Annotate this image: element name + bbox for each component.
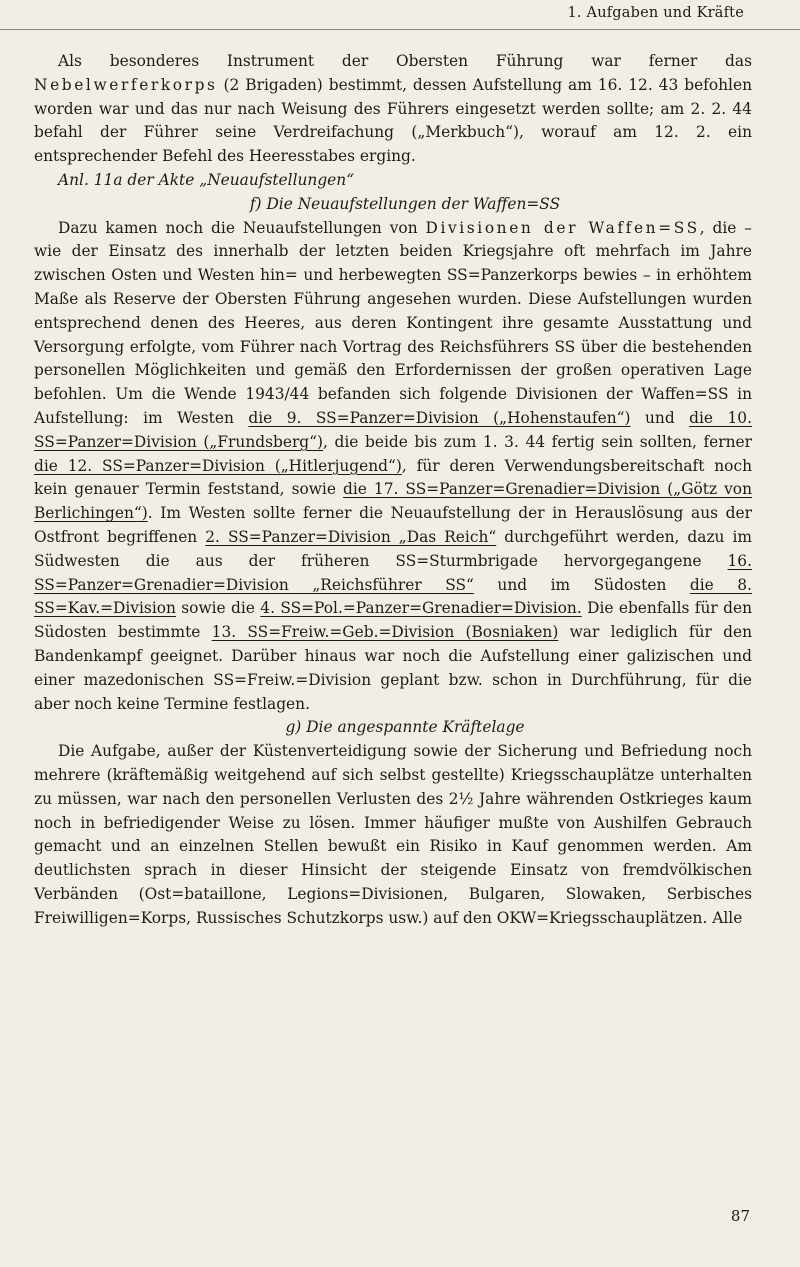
underlined-division-8: die 8. SS=Kav.=Division — [34, 575, 752, 618]
paragraph-nebelwerferkorps: Als besonderes Instrument der Obersten Führung war ferner das Nebelwerferkorps (2 Brigaden) bestimmt, dessen Aufstellung am 16. 12. 43 befohlen worden war und das nur nach Weisung des Führers eingesetzt werden sollte; am 2. 2. 44 befahl der Führer seine Verdreifachung („Merkbuch“), worauf am 12. 2. ein entsprechender Befehl des Heeresstabes erging. — [34, 52, 752, 166]
reference-note: Anl. 11a der Akte „Neuaufstellungen“ — [58, 170, 355, 189]
header-rule — [0, 29, 800, 30]
underlined-division-4: 4. SS=Pol.=Panzer=Grenadier=Division. — [260, 599, 582, 618]
underlined-division-13: 13. SS=Freiw.=Geb.=Division (Bosniaken) — [211, 623, 559, 642]
underlined-division-10: die 10. SS=Panzer=Division („Frundsberg“) — [34, 408, 752, 451]
underlined-division-17: die 17. SS=Panzer=Grenadier=Division („Götz von Berlichingen“) — [34, 480, 752, 523]
underlined-division-2: 2. SS=Panzer=Division „Das Reich“ — [205, 527, 497, 546]
running-header: 1. Aufgaben und Kräfte — [567, 5, 744, 21]
section-heading-g: g) Die angespannte Kräftelage — [285, 718, 525, 737]
underlined-division-12: die 12. SS=Panzer=Division („Hitlerjugend“) — [34, 456, 402, 475]
underlined-division-9: die 9. SS=Panzer=Division („Hohenstaufen“) — [248, 408, 631, 427]
section-heading-f: f) Die Neuaufstellungen der Waffen=SS — [249, 194, 561, 213]
spaced-term-divisionen: Divisionen der Waffen=SS — [425, 218, 700, 237]
paragraph-kraeftelage: Die Aufgabe, außer der Küstenverteidigung sowie der Sicherung und Befriedung noch mehrere (kräftemäßig weitgehend auf sich selbst gestellte) Kriegsschauplätze unterhalten zu müssen, war nach den personellen Verlusten des 2½ Jahre währenden Ostkrieges kaum noch in befriedigender Weise zu lösen. Immer häufiger mußte von Aushilfen Gebrauch gemacht und an einzelnen Stellen bewußt ein Risiko in Kauf genommen werden. Am deutlichsten sprach in dieser Hinsicht der steigende Einsatz von fremdvölkischen Verbänden (Ost=bataillone, Legions=Divisionen, Bulgaren, Slowaken, Serbisches Freiwilligen=Korps, Russisches Schutzkorps usw.) auf den OKW=Kriegsschauplätzen. Alle — [34, 742, 752, 927]
underlined-division-16: 16. SS=Panzer=Grenadier=Division „Reichsführer SS“ — [34, 551, 752, 594]
page-number: 87 — [730, 1207, 750, 1225]
page-body — [34, 50, 752, 930]
paragraph-waffen-ss: Dazu kamen noch die Neuaufstellungen von Divisionen der Waffen=SS, die – wie der Einsatz des innerhalb der letzten beiden Kriegsjahre oft mehrfach im Jahre zwischen Osten und Westen hin= und herbewegten SS=Panzerkorps bewies – in erhöhtem Maße als Reserve der Obersten Führung angesehen wurden. Diese Aufstellungen wurden entsprechend denen des Heeres, aus deren Kontingent ihre gesamte Ausstattung und Versorgung erfolgte, vom Führer nach Vortrag des Reichsführers SS über die bestehenden personellen Möglichkeiten und gemäß den Erfordernissen der großen operativen Lage befohlen. Um die Wende 1943/44 befanden sich folgende Divisionen der Waffen=SS in Aufstellung: im Westen die 9. SS=Panzer=Division („Hohenstaufen“) und die 10. SS=Panzer=Division („Frundsberg“), die beide bis zum 1. 3. 44 fertig sein sollten, ferner die 12. SS=Panzer=Division („Hitlerjugend“), für deren Verwendungsbereitschaft noch kein genauer Termin feststand, sowie die 17. SS=Panzer=Grenadier=Division („Götz von Berlichingen“). Im Westen sollte ferner die Neuaufstellung der in Herauslösung aus der Ostfront begriffenen 2. SS=Panzer=Division „Das Reich“ durchgeführt werden, dazu im Südwesten die aus der früheren SS=Sturmbrigade hervorgegangene 16. SS=Panzer=Grenadier=Division „Reichsführer SS“ und im Südosten die 8. SS=Kav.=Division sowie die 4. SS=Pol.=Panzer=Grenadier=Division. Die ebenfalls für den Südosten bestimmte 13. SS=Freiw.=Geb.=Division (Bosniaken) war lediglich für den Bandenkampf geeignet. Darüber hinaus war noch die Aufstellung einer galizischen und einer mazedonischen SS=Freiw.=Division geplant bzw. schon in Durchführung, für die aber noch keine Termine festlagen. — [34, 218, 753, 713]
spaced-term-nebelwerferkorps: Nebelwerferkorps — [34, 75, 218, 94]
